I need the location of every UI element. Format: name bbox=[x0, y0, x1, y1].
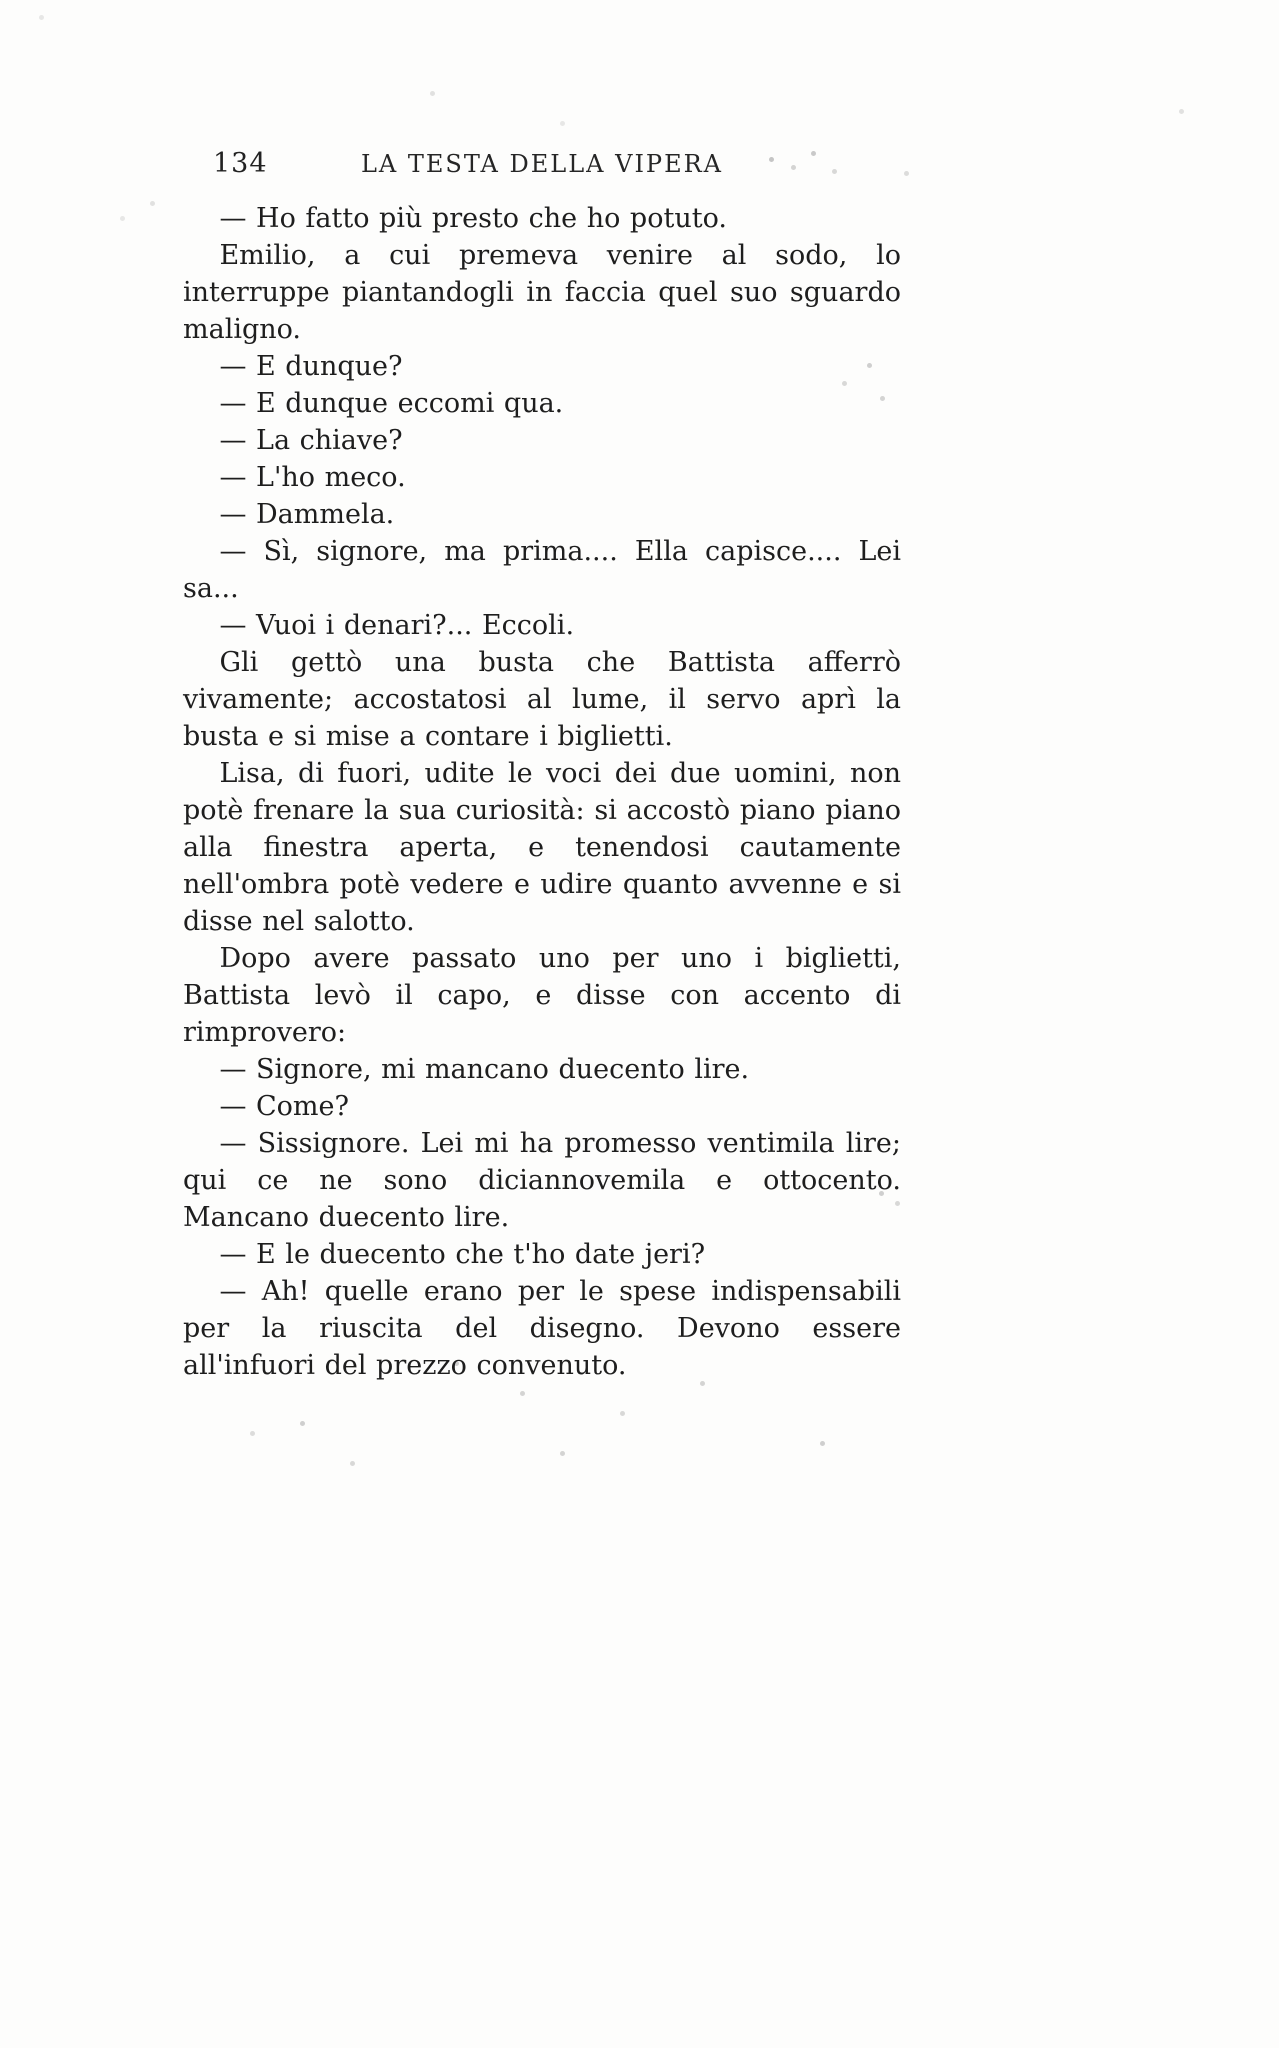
paragraph: — Dammela. bbox=[219, 499, 395, 530]
paragraph: Emilio, a cui premeva venire al sodo, lo interruppe piantandogli in faccia quel suo sguardo maligno. bbox=[183, 240, 901, 345]
paragraph: — L'ho meco. bbox=[219, 462, 406, 493]
paragraph: — E dunque eccomi qua. bbox=[219, 388, 564, 419]
paragraph: — E dunque? bbox=[219, 351, 403, 382]
paragraph: Gli gettò una busta che Battista afferrò vivamente; accostatosi al lume, il servo aprì la busta e si mise a contare i biglietti. bbox=[183, 647, 901, 752]
page-header bbox=[183, 148, 901, 188]
scan-noise bbox=[0, 0, 3, 3]
paragraph: Dopo avere passato uno per uno i biglietti, Battista levò il capo, e disse con accento di rimprovero: bbox=[183, 943, 901, 1048]
paragraph: — Sì, signore, ma prima.... Ella capisce.... Lei sa... bbox=[183, 536, 901, 604]
text-block bbox=[183, 200, 901, 1384]
paragraph: — Signore, mi mancano duecento lire. bbox=[219, 1054, 750, 1085]
paragraph: — Vuoi i denari?... Eccoli. bbox=[219, 610, 575, 641]
paragraph: — Sissignore. Lei mi ha promesso ventimila lire; qui ce ne sono diciannovemila e ottocento. Mancano duecento lire. bbox=[183, 1128, 901, 1233]
paragraph: — Ho fatto più presto che ho potuto. bbox=[219, 203, 727, 234]
page-number: 134 bbox=[213, 148, 268, 179]
paragraph: Lisa, di fuori, udite le voci dei due uomini, non potè frenare la sua curiosità: si accostò piano piano alla finestra aperta, e tenendosi cautamente nell'ombra potè vedere e udire quanto avvenne e si disse nel salotto. bbox=[183, 758, 901, 937]
paragraph: — E le duecento che t'ho date jeri? bbox=[219, 1239, 706, 1270]
paragraph: — Ah! quelle erano per le spese indispensabili per la riuscita del disegno. Devono essere all'infuori del prezzo convenuto. bbox=[183, 1276, 901, 1381]
paragraph: — Come? bbox=[219, 1091, 349, 1122]
paragraph: — La chiave? bbox=[219, 425, 403, 456]
running-title: LA TESTA DELLA VIPERA bbox=[360, 150, 724, 178]
